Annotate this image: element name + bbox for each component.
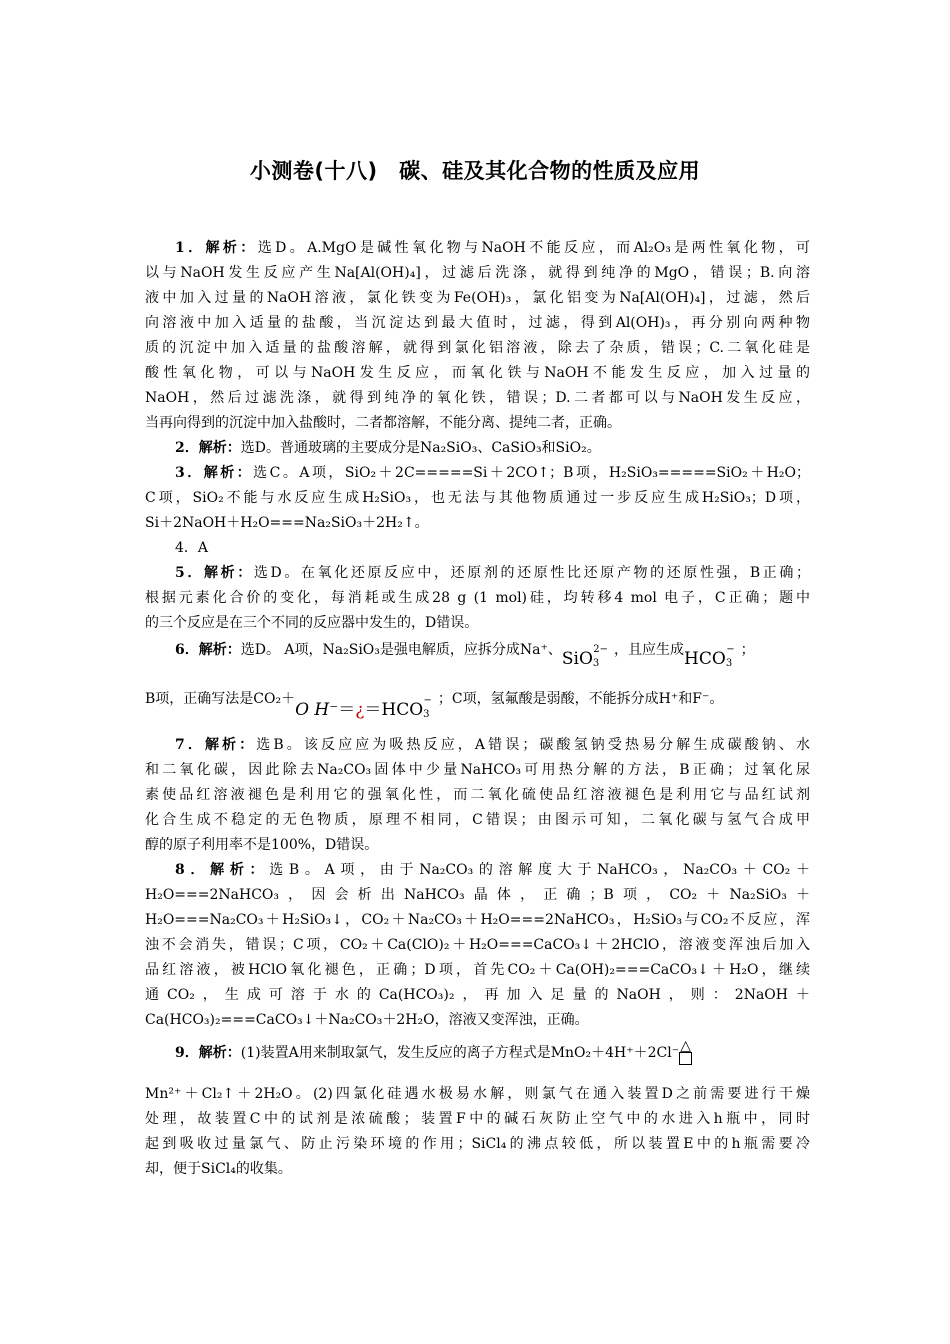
q3-line-3: Si＋2NaOH＋H₂O===Na₂SiO₃＋2H₂↑。 [145,515,429,531]
placeholder-box-icon [679,1052,692,1065]
q9-line-3: 处理，故装置C中的试剂是浓硫酸；装置F中的碱石灰防止空气中的水进入h瓶中，同时 [145,1111,810,1127]
q9-line-2: Mn²⁺＋Cl₂↑＋2H₂O。(2)四氯化硅遇水极易水解，则氯气在通入装置D之前需要进行干燥 [145,1086,810,1102]
q4-line-1: 4．A [175,540,209,556]
heat-condition-mark: △ [679,1040,692,1065]
q5-line-3: 的三个反应是在三个不同的反应器中发生的，D错误。 [145,615,479,631]
q1-line-3: 液中加入过量的NaOH溶液，氯化铁变为Fe(OH)₃，氯化铝变为Na[Al(OH)₄]，过滤，然后 [145,290,810,306]
q1-line-4: 向溶液中加入适量的盐酸，当沉淀达到最大值时，过滤，得到Al(OH)₃，再分别向两种物 [145,315,810,331]
q8-line-6: 通CO₂，生成可溶于水的Ca(HCO₃)₂，再加入足量的NaOH，则：2NaOH＋ [145,987,810,1003]
q8-line-2: H₂O===2NaHCO₃，因会析出NaHCO₃晶体，正确；B项，CO₂＋Na₂SiO₃＋ [145,887,810,903]
q8-line-7: Ca(HCO₃)₂===CaCO₃↓＋Na₂CO₃＋2H₂O，溶液又变浑浊，正确。 [145,1012,589,1028]
q3-line-1: 3．解析：选C。A项，SiO₂＋2C=====Si＋2CO↑；B项，H₂SiO₃=====SiO₂＋H₂O； [175,465,810,481]
q9-line-5: 却，便于SiCl₄的收集。 [145,1161,292,1177]
q8-line-3: H₂O===Na₂CO₃＋H₂SiO₃↓，CO₂＋Na₂CO₃＋H₂O===2NaHCO₃，H₂SiO₃与CO₂不反应，浑 [145,912,810,928]
q7-line-2: 和二氧化碳，因此除去Na₂CO₃固体中少量NaHCO₃可用热分解的方法，B正确；过氧化尿 [145,762,810,778]
q1-line-2: 以与NaOH发生反应产生Na[Al(OH)₄]，过滤后洗涤，就得到纯净的MgO，错误；B.向溶 [145,265,810,281]
q8-line-4: 浊不会消失，错误；C项，CO₂＋Ca(ClO)₂＋H₂O===CaCO₃↓＋2HClO，溶液变浑浊后加入 [145,937,810,953]
q8-line-1: 8．解析：选B。A项，由于Na₂CO₃的溶解度大于NaHCO₃，Na₂CO₃＋CO₂＋ [175,862,810,878]
q1-line-1: 1．解析：选D。A.MgO是碱性氧化物与NaOH不能反应，而Al₂O₃是两性氧化物，可 [175,240,810,256]
q1-line-6: 酸性氧化物，可以与NaOH发生反应，而氧化铁与NaOH不能发生反应，加入过量的 [145,365,810,381]
q9-line-4: 起到吸收过量氯气、防止污染环境的作用；SiCl₄的沸点较低，所以装置E中的h瓶需要冷 [145,1136,810,1152]
q7-line-1: 7．解析：选B。该反应应为吸热反应，A错误；碳酸氢钠受热易分解生成碳酸钠、水 [175,737,810,753]
q6-line-1: 6．解析：选D。 A项，Na₂SiO₃是强电解质，应拆分成Na⁺、SiO$_3$2− ，且应生成$HCO_3-$ ； [175,642,755,669]
q5-line-2: 根据元素化合价的变化，每消耗或生成28 g (1 mol)硅，均转移4 mol 电子，C正确；题中 [145,590,810,606]
q1-line-8: 当再向得到的沉淀中加入盐酸时，二者都溶解，不能分离、提纯二者，正确。 [145,415,621,431]
q7-line-4: 化合生成不稳定的无色物质，原理不相同，C错误；由图示可知，二氧化碳与氢气合成甲 [145,812,810,828]
q7-line-3: 素使品红溶液褪色是利用它的强氧化性，而二氧化硫使品红溶液褪色是利用它与品红试剂 [145,787,810,803]
q3-line-2: C项，SiO₂不能与水反应生成H₂SiO₃，也无法与其他物质通过一步反应生成H₂SiO₃；D项， [145,490,810,506]
q1-line-7: NaOH，然后过滤洗涤，就得到纯净的氧化铁，错误；D.二者都可以与NaOH发生反应， [145,390,810,406]
q6-line-2: B项，正确写法是CO₂＋O $H^-=¿=HCO_3-$ ；C项，氢氟酸是弱酸，不能拆分成H⁺和F⁻。 [145,691,724,720]
q8-line-5: 品红溶液，被HClO氧化褪色，正确；D项，首先CO₂＋Ca(OH)₂===CaCO₃↓＋H₂O，继续 [145,962,810,978]
q1-line-5: 质的沉淀中加入适量的盐酸溶解，就得到氯化铝溶液，除去了杂质，错误；C.二氧化硅是 [145,340,810,356]
page-title: 小测卷(十八) 碳、硅及其化合物的性质及应用 [249,159,701,183]
q7-line-5: 醇的原子利用率不是100%，D错误。 [145,837,379,853]
q2-line-1: 2．解析：选D。普通玻璃的主要成分是Na₂SiO₃、CaSiO₃和SiO₂。 [175,440,601,456]
q5-line-1: 5．解析：选D。在氧化还原反应中，还原剂的还原性比还原产物的还原性强，B正确； [175,565,810,581]
q9-line-1: 9．解析：(1)装置A用来制取氯气，发生反应的离子方程式是MnO₂＋4H⁺＋2Cl⁻△ [175,1040,810,1066]
